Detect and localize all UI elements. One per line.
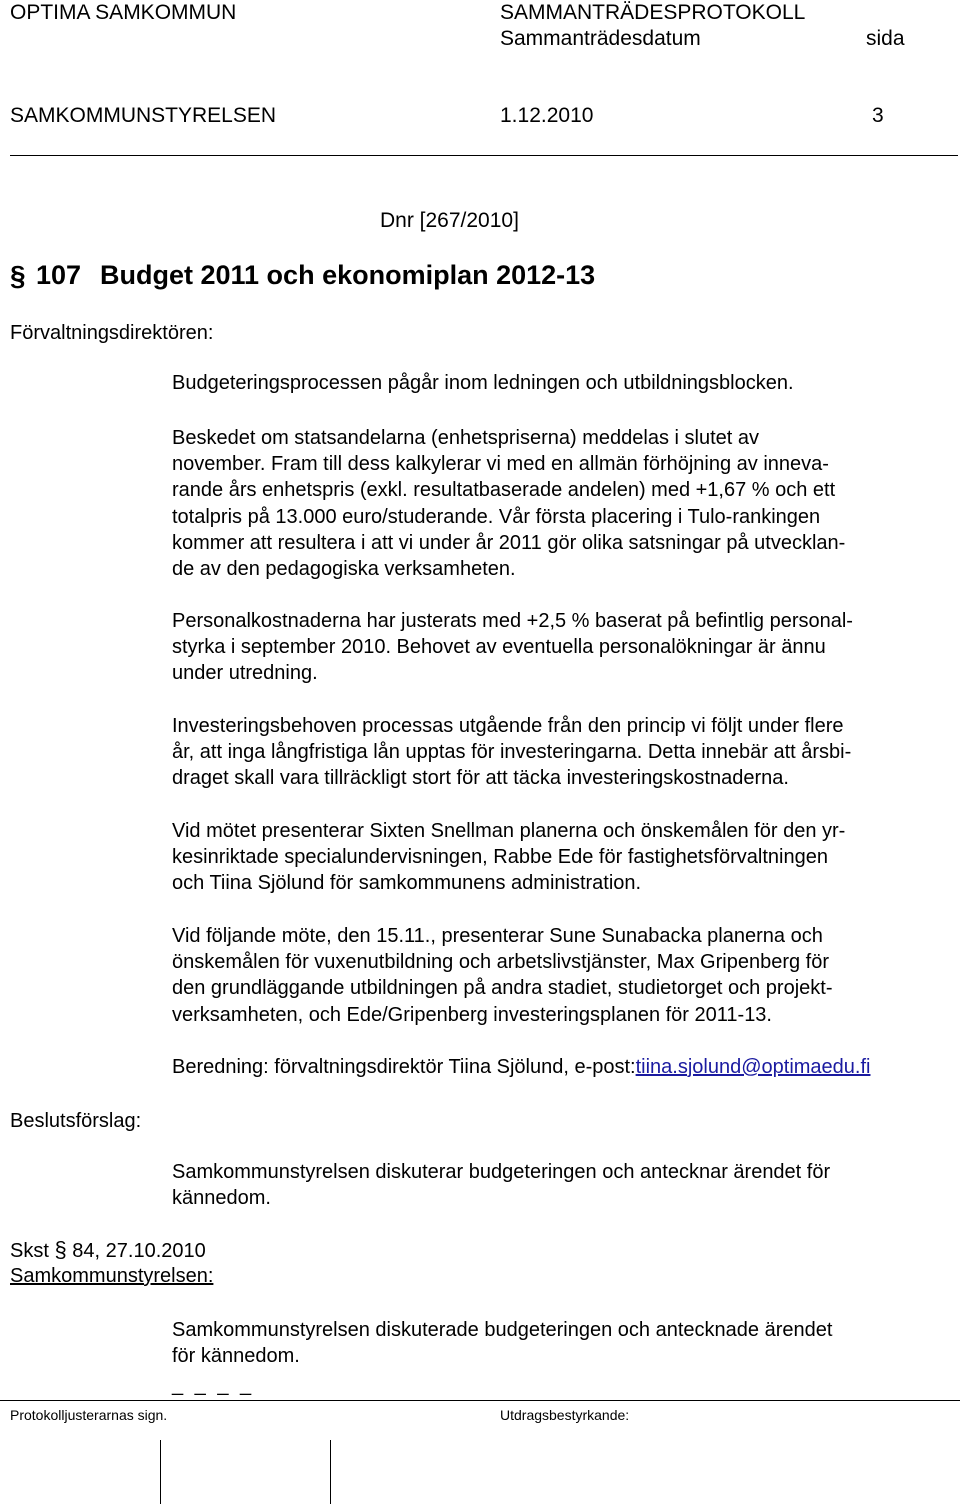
section-number: 107	[36, 260, 82, 290]
email-link[interactable]: tiina.sjolund@optimaedu.fi	[635, 1056, 871, 1078]
paragraph-line: Investeringsbehoven processas utgående från den princip vi följt under flere	[172, 715, 844, 737]
diary-number: Dnr [267/2010]	[380, 209, 519, 232]
paragraph-process	[172, 370, 958, 396]
proposal-label: Beslutsförslag:	[10, 1110, 142, 1132]
footer-divider	[0, 1400, 960, 1401]
section-symbol: §	[10, 260, 26, 291]
paragraph-personnel	[172, 608, 958, 687]
paragraph-line: år, att inga långfristiga lån upptas för investeringarna. Detta innebär att årsbi-	[172, 741, 852, 764]
section-title: Budget 2011 och ekonomiplan 2012-13	[100, 260, 596, 290]
paragraph-line: och Tiina Sjölund för samkommunens administration.	[172, 872, 642, 895]
certification-label: Utdragsbestyrkande:	[500, 1407, 630, 1423]
paragraph-line: den grundläggande utbildningen på andra stadiet, studietorget och projekt-	[172, 977, 833, 1000]
page-label: sida	[866, 27, 905, 50]
paragraph-line: draget skall vara tillräckligt stort för att täcka investeringskostnaderna.	[172, 767, 789, 790]
paragraph-line: kännedom.	[172, 1187, 271, 1210]
paragraph-line: Vid mötet presenterar Sixten Snellman planerna och önskemålen för den yr-	[172, 820, 846, 842]
meeting-date: 1.12.2010	[500, 104, 594, 127]
paragraph-line: Samkommunstyrelsen diskuterade budgeteringen och antecknade ärendet	[172, 1319, 833, 1341]
paragraph-line: verksamheten, och Ede/Gripenberg investeringsplanen för 2011-13.	[172, 1003, 772, 1026]
body-name: SAMKOMMUNSTYRELSEN	[10, 104, 277, 127]
org-name: OPTIMA SAMKOMMUN	[10, 1, 237, 24]
paragraph-line: totalpris på 13.000 euro/studerande. Vår första placering i Tulo-rankingen	[172, 505, 821, 528]
paragraph-line: november. Fram till dess kalkylerar vi med en allmän förhöjning av inneva-	[172, 453, 829, 476]
paragraph-line: Samkommunstyrelsen diskuterar budgeteringen och antecknar ärendet för	[172, 1161, 831, 1183]
ref-prefix: Skst	[10, 1240, 49, 1262]
page-number: 3	[872, 104, 884, 127]
board-label: Samkommunstyrelsen:	[10, 1265, 214, 1287]
paragraph-line: önskemålen för vuxenutbildning och arbetslivstjänster, Max Gripenberg för	[172, 951, 830, 974]
paragraph-line: Beskedet om statsandelarna (enhetspriserna) meddelas i slutet av	[172, 427, 759, 449]
paragraph-next-meeting	[172, 923, 958, 1028]
signature-box-divider	[160, 1440, 161, 1504]
paragraph-line: Vid följande möte, den 15.11., presenterar Sune Sunabacka planerna och	[172, 925, 823, 947]
paragraph-meeting-presentations	[172, 818, 958, 897]
paragraph-line: under utredning.	[172, 662, 318, 685]
document-type: SAMMANTRÄDESPROTOKOLL	[500, 1, 806, 24]
preparation-text: Beredning: förvaltningsdirektör Tiina Sjölund, e-post:	[172, 1056, 636, 1078]
end-mark: _ _ _ _	[172, 1374, 255, 1396]
paragraph-line: Budgeteringsprocessen pågår inom ledningen och utbildningsblocken.	[172, 372, 794, 394]
date-label: Sammanträdesdatum	[500, 27, 701, 50]
previous-meeting-ref	[10, 1237, 206, 1263]
paragraph-line: Personalkostnaderna har justerats med +2,5 % baserat på befintlig personal-	[172, 610, 853, 632]
header-divider	[10, 155, 958, 156]
paragraph-line: rande års enhetspris (exkl. resultatbaserade andelen) med +1,67 % och ett	[172, 479, 836, 502]
proposal-text	[172, 1159, 958, 1211]
signature-box-divider	[330, 1440, 331, 1504]
paragraph-line: kommer att resultera i att vi under år 2011 gör olika satsningar på utvecklan-	[172, 531, 846, 554]
presenter-label: Förvaltningsdirektören:	[10, 322, 214, 344]
ref-rest: 84, 27.10.2010	[72, 1240, 206, 1262]
paragraph-state-share	[172, 425, 958, 582]
paragraph-line: de av den pedagogiska verksamheten.	[172, 558, 516, 581]
section-symbol: §	[54, 1237, 67, 1262]
paragraph-investments	[172, 713, 958, 792]
paragraph-line: styrka i september 2010. Behovet av eventuella personalökningar är ännu	[172, 636, 826, 659]
signature-label: Protokolljusterarnas sign.	[10, 1407, 168, 1423]
paragraph-line: för kännedom.	[172, 1345, 300, 1368]
preparation-line	[172, 1054, 958, 1080]
paragraph-line: kesinriktade specialundervisningen, Rabbe Ede för fastighetsförvaltningen	[172, 846, 828, 869]
decision-text	[172, 1317, 958, 1369]
